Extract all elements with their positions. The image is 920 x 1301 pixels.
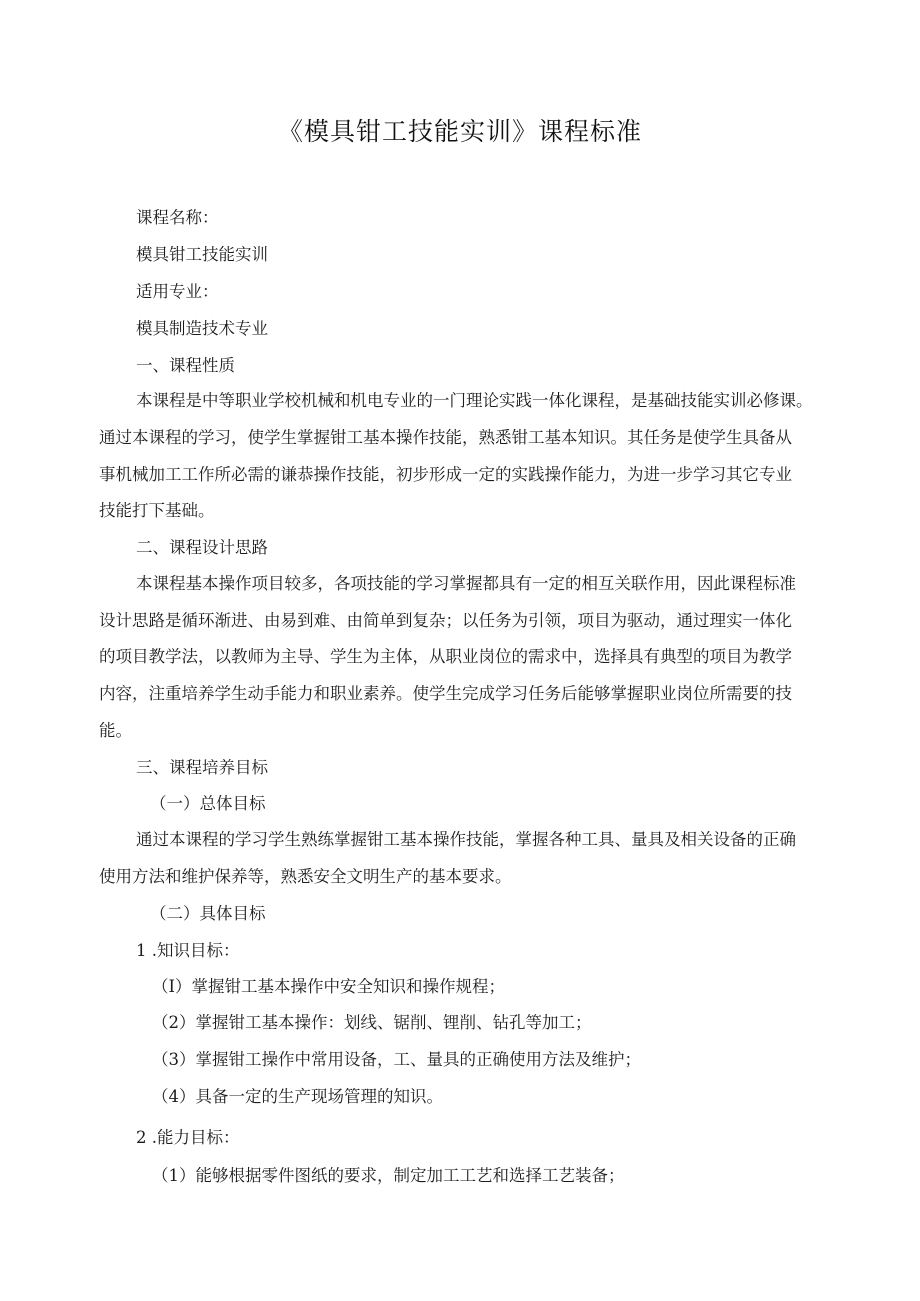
course-name-label: 课程名称： — [136, 208, 219, 227]
paragraph-line: 通过本课程的学习学生熟练掌握钳工基本操作技能，掌握各种工具、量具及相关设备的正确 — [136, 830, 796, 849]
ability-goals-heading: 2 .能力目标： — [136, 1128, 240, 1147]
major-value: 模具制造技术专业 — [136, 319, 268, 338]
list-item: （4）具备一定的生产现场管理的知识。 — [152, 1087, 443, 1106]
paragraph-line: 通过本课程的学习，使学生掌握钳工基本操作技能，熟悉钳工基本知识。其任务是使学生具备从 — [99, 428, 792, 447]
paragraph-line: 使用方法和维护保养等，熟悉安全文明生产的基本要求。 — [99, 867, 512, 886]
subsection-heading-specific-goals: （二）具体目标 — [150, 904, 266, 923]
paragraph-line: 内容，注重培养学生动手能力和职业素养。使学生完成学习任务后能够掌握职业岗位所需要的技 — [99, 684, 792, 703]
paragraph-line: 能。 — [99, 721, 132, 740]
paragraph-line: 事机械加工工作所必需的谦恭操作技能，初步形成一定的实践操作能力，为进一步学习其它专业 — [99, 465, 792, 484]
subsection-heading-overall-goal: （一）总体目标 — [150, 794, 266, 813]
paragraph-line: 设计思路是循环渐进、由易到难、由简单到复杂；以任务为引领，项目为驱动，通过理实一体化 — [99, 611, 792, 630]
section-heading-design-ideas: 二、课程设计思路 — [136, 538, 268, 557]
list-item: （1）能够根据零件图纸的要求，制定加工工艺和选择工艺装备； — [152, 1166, 625, 1185]
list-item: （I）掌握钳工基本操作中安全知识和操作规程； — [152, 977, 506, 996]
document-title: 《模具钳工技能实训》课程标准 — [277, 117, 642, 146]
major-label: 适用专业： — [136, 282, 219, 301]
knowledge-goals-heading: 1 .知识目标： — [136, 941, 240, 960]
section-heading-training-goals: 三、课程培养目标 — [136, 758, 268, 777]
paragraph-line: 的项目教学法，以教师为主导、学生为主体，从职业岗位的需求中，选择具有典型的项目为教学 — [99, 647, 792, 666]
course-name-value: 模具钳工技能实训 — [136, 245, 268, 264]
paragraph-line: 技能打下基础。 — [99, 501, 215, 520]
list-item: （2）掌握钳工基本操作：划线、锯削、锂削、钻孔等加工； — [152, 1013, 592, 1032]
list-item: （3）掌握钳工操作中常用设备，工、量具的正确使用方法及维护； — [152, 1050, 641, 1069]
paragraph-line: 本课程基本操作项目较多，各项技能的学习掌握都具有一定的相互关联作用，因此课程标准 — [136, 574, 796, 593]
section-heading-course-nature: 一、课程性质 — [136, 356, 235, 375]
paragraph-line: 本课程是中等职业学校机械和机电专业的一门理论实践一体化课程，是基础技能实训必修课。 — [136, 391, 813, 410]
